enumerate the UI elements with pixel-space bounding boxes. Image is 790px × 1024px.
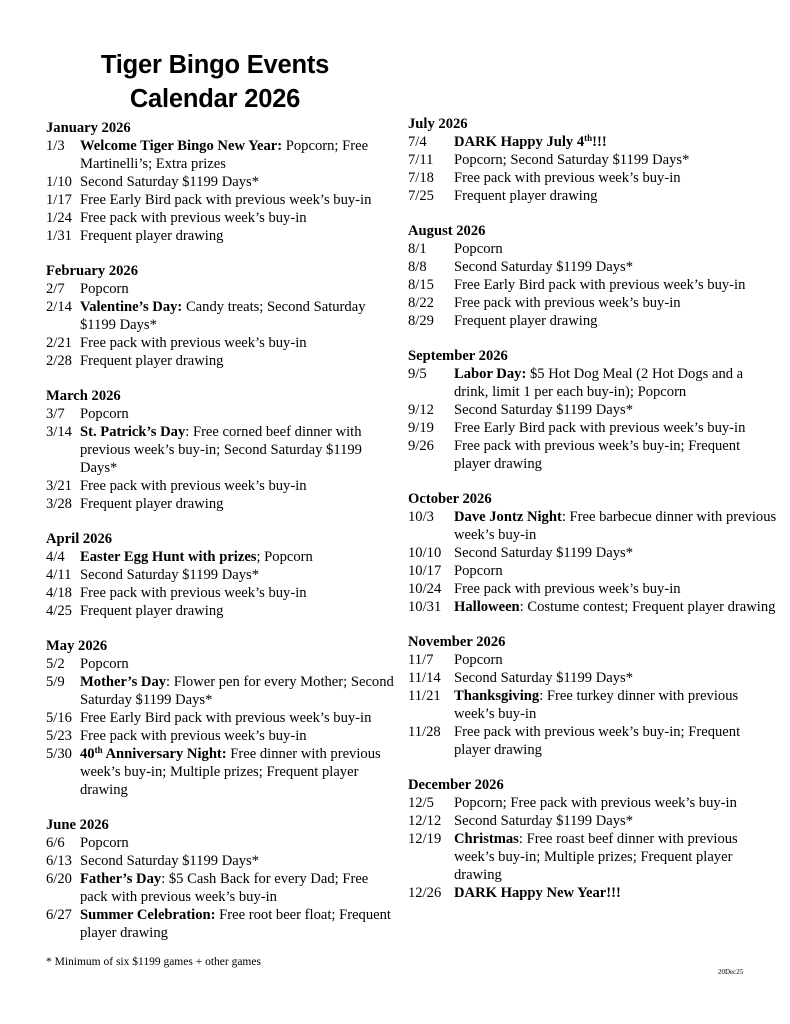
event-row bbox=[46, 191, 396, 209]
event-text: $5 Hot Dog Meal (2 Hot Dogs and a drink, limit 1 per each buy-in); Popcorn bbox=[454, 366, 744, 400]
event-row bbox=[46, 584, 396, 602]
event-description bbox=[80, 906, 396, 942]
event-highlight-text: Father’s Day bbox=[80, 871, 162, 887]
event-highlight bbox=[80, 549, 256, 565]
event-date: 2/7 bbox=[46, 281, 65, 297]
event-description bbox=[454, 401, 778, 419]
event-description bbox=[454, 240, 778, 258]
event-description bbox=[80, 209, 396, 227]
event-text: Candy treats; Second Saturday $1199 Days* bbox=[80, 299, 366, 333]
event-row bbox=[408, 669, 778, 687]
event-date: 10/24 bbox=[408, 581, 442, 597]
event-description bbox=[80, 655, 396, 673]
event-highlight bbox=[80, 746, 227, 762]
event-row bbox=[46, 673, 396, 709]
event-description bbox=[80, 602, 396, 620]
event-row bbox=[46, 566, 396, 584]
event-date: 4/25 bbox=[46, 603, 72, 619]
event-date: 6/27 bbox=[46, 907, 72, 923]
event-description bbox=[454, 812, 778, 830]
event-date: 4/18 bbox=[46, 585, 72, 601]
month-heading: February 2026 bbox=[46, 263, 139, 279]
event-row bbox=[408, 687, 778, 723]
event-date: 10/3 bbox=[408, 509, 434, 525]
event-row bbox=[46, 655, 396, 673]
event-text: : Flower pen for every Mother; Second Saturday $1199 Days* bbox=[80, 674, 394, 708]
event-highlight-text: Labor Day: bbox=[454, 366, 527, 382]
event-row bbox=[408, 312, 778, 330]
event-date: 11/28 bbox=[408, 724, 441, 740]
event-text: Second Saturday $1199 Days* bbox=[80, 853, 260, 869]
event-row bbox=[46, 745, 396, 799]
event-row bbox=[46, 298, 396, 334]
event-highlight bbox=[454, 134, 607, 150]
event-description bbox=[454, 437, 778, 473]
event-row bbox=[408, 187, 778, 205]
event-text: Free Early Bird pack with previous week’s buy-in bbox=[454, 277, 746, 293]
event-description bbox=[80, 673, 396, 709]
event-date: 8/8 bbox=[408, 259, 427, 275]
event-row bbox=[408, 294, 778, 312]
event-text: Free dinner with previous week’s buy-in; Multiple prizes; Frequent player drawing bbox=[80, 746, 381, 798]
event-description bbox=[80, 566, 396, 584]
event-description bbox=[454, 687, 778, 723]
event-description bbox=[80, 870, 396, 906]
event-description bbox=[80, 709, 396, 727]
event-description bbox=[454, 187, 778, 205]
event-date: 11/21 bbox=[408, 688, 441, 704]
event-row bbox=[46, 495, 396, 513]
event-description bbox=[454, 830, 778, 884]
event-description bbox=[454, 133, 778, 151]
event-highlight-text: DARK Happy New Year!!! bbox=[454, 885, 621, 901]
month-heading: April 2026 bbox=[46, 531, 113, 547]
event-text: Free pack with previous week’s buy-in bbox=[80, 728, 307, 744]
event-highlight-text: St. Patrick’s Day bbox=[80, 424, 186, 440]
event-text: Popcorn bbox=[454, 652, 503, 668]
event-row bbox=[408, 580, 778, 598]
event-text: Free Early Bird pack with previous week’s buy-in bbox=[80, 710, 372, 726]
event-row bbox=[408, 794, 778, 812]
month-section bbox=[46, 530, 396, 620]
event-row bbox=[408, 723, 778, 759]
event-row bbox=[46, 602, 396, 620]
event-highlight-text: Christmas bbox=[454, 831, 519, 847]
event-highlight bbox=[454, 599, 520, 615]
event-date: 10/17 bbox=[408, 563, 442, 579]
month-heading: July 2026 bbox=[408, 116, 468, 132]
event-description bbox=[80, 852, 396, 870]
event-date: 10/31 bbox=[408, 599, 442, 615]
event-row bbox=[408, 812, 778, 830]
event-date: 1/17 bbox=[46, 192, 72, 208]
event-description bbox=[454, 508, 778, 544]
event-date: 5/9 bbox=[46, 674, 65, 690]
event-description bbox=[454, 723, 778, 759]
event-description bbox=[80, 173, 396, 191]
event-description bbox=[80, 727, 396, 745]
event-row bbox=[46, 906, 396, 942]
event-date: 9/12 bbox=[408, 402, 434, 418]
event-date: 3/14 bbox=[46, 424, 72, 440]
event-row bbox=[408, 419, 778, 437]
event-date: 5/16 bbox=[46, 710, 72, 726]
event-highlight bbox=[80, 299, 182, 315]
event-highlight bbox=[454, 688, 539, 704]
event-date: 5/2 bbox=[46, 656, 65, 672]
event-row bbox=[46, 334, 396, 352]
event-description bbox=[80, 137, 396, 173]
event-text: Popcorn bbox=[454, 563, 503, 579]
month-section bbox=[408, 115, 778, 205]
event-date: 2/14 bbox=[46, 299, 72, 315]
event-text: : Free roast beef dinner with previous week’s buy-in; Multiple prizes; Frequent player drawing bbox=[454, 831, 738, 883]
event-row bbox=[408, 258, 778, 276]
event-description bbox=[80, 280, 396, 298]
event-description bbox=[80, 584, 396, 602]
event-text: Popcorn bbox=[80, 656, 129, 672]
event-description bbox=[454, 651, 778, 669]
event-highlight bbox=[454, 885, 621, 901]
event-text: Free pack with previous week’s buy-in bbox=[80, 585, 307, 601]
event-description bbox=[454, 794, 778, 812]
month-section bbox=[46, 816, 396, 942]
event-date: 1/3 bbox=[46, 138, 65, 154]
event-text: Popcorn bbox=[80, 281, 129, 297]
month-heading: October 2026 bbox=[408, 491, 492, 507]
event-date: 2/21 bbox=[46, 335, 72, 351]
event-date: 11/7 bbox=[408, 652, 434, 668]
event-date: 4/4 bbox=[46, 549, 65, 565]
event-row bbox=[408, 133, 778, 151]
month-section bbox=[408, 347, 778, 473]
event-highlight bbox=[80, 871, 161, 887]
event-description bbox=[80, 477, 396, 495]
event-description bbox=[454, 276, 778, 294]
event-row bbox=[408, 437, 778, 473]
month-section bbox=[408, 633, 778, 759]
event-highlight-text: Welcome Tiger Bingo New Year: bbox=[80, 138, 283, 154]
event-highlight-text: Valentine’s Day: bbox=[80, 299, 183, 315]
event-highlight-text: Summer Celebration: bbox=[80, 907, 216, 923]
event-date: 8/15 bbox=[408, 277, 434, 293]
event-row bbox=[408, 884, 778, 902]
event-highlight-text: Mother’s Day bbox=[80, 674, 167, 690]
event-highlight bbox=[454, 831, 519, 847]
event-text: Popcorn bbox=[80, 835, 129, 851]
event-highlight-prefix: 40 bbox=[80, 746, 95, 762]
event-text: Free pack with previous week’s buy-in bbox=[80, 478, 307, 494]
event-date: 2/28 bbox=[46, 353, 72, 369]
event-highlight bbox=[80, 138, 282, 154]
event-text: Free Early Bird pack with previous week’s buy-in bbox=[80, 192, 372, 208]
event-row bbox=[46, 834, 396, 852]
event-row bbox=[46, 227, 396, 245]
event-text: Popcorn; Second Saturday $1199 Days* bbox=[454, 152, 690, 168]
event-date: 12/26 bbox=[408, 885, 442, 901]
right-column bbox=[408, 115, 778, 919]
month-heading: September 2026 bbox=[408, 348, 508, 364]
event-row bbox=[408, 562, 778, 580]
event-text: Free root beer float; Frequent player drawing bbox=[80, 907, 391, 941]
event-date: 6/20 bbox=[46, 871, 72, 887]
event-date: 4/11 bbox=[46, 567, 72, 583]
left-column bbox=[46, 119, 396, 959]
event-date: 6/6 bbox=[46, 835, 65, 851]
month-heading: June 2026 bbox=[46, 817, 109, 833]
event-row bbox=[46, 727, 396, 745]
event-text: Free pack with previous week’s buy-in bbox=[80, 210, 307, 226]
month-heading: March 2026 bbox=[46, 388, 121, 404]
event-text: : Costume contest; Frequent player drawing bbox=[519, 599, 776, 615]
month-heading: December 2026 bbox=[408, 777, 504, 793]
event-text: Second Saturday $1199 Days* bbox=[80, 567, 260, 583]
event-row bbox=[46, 405, 396, 423]
event-description bbox=[454, 169, 778, 187]
event-text: Frequent player drawing bbox=[80, 353, 224, 369]
footnote: * Minimum of six $1199 games + other games bbox=[46, 956, 261, 968]
event-text: Free pack with previous week’s buy-in bbox=[454, 295, 681, 311]
event-description bbox=[454, 419, 778, 437]
event-row bbox=[46, 477, 396, 495]
month-heading: November 2026 bbox=[408, 634, 506, 650]
event-highlight-text: !!! bbox=[592, 134, 607, 150]
event-description bbox=[80, 352, 396, 370]
event-row bbox=[46, 548, 396, 566]
month-section bbox=[46, 637, 396, 799]
event-row bbox=[408, 598, 778, 616]
event-highlight bbox=[80, 674, 166, 690]
event-text: Second Saturday $1199 Days* bbox=[454, 670, 634, 686]
event-description bbox=[80, 495, 396, 513]
event-row bbox=[408, 365, 778, 401]
event-description bbox=[80, 423, 396, 477]
event-row bbox=[408, 830, 778, 884]
event-description bbox=[454, 669, 778, 687]
event-highlight bbox=[80, 907, 216, 923]
event-text: Free pack with previous week’s buy-in bbox=[80, 335, 307, 351]
event-description bbox=[80, 191, 396, 209]
event-date: 12/19 bbox=[408, 831, 442, 847]
event-row bbox=[46, 870, 396, 906]
event-date: 7/11 bbox=[408, 152, 434, 168]
event-text: Free pack with previous week’s buy-in bbox=[454, 170, 681, 186]
event-description bbox=[454, 562, 778, 580]
event-description bbox=[454, 365, 778, 401]
event-description bbox=[80, 298, 396, 334]
event-text: Popcorn bbox=[454, 241, 503, 257]
event-text: Second Saturday $1199 Days* bbox=[80, 174, 260, 190]
event-text: Free Early Bird pack with previous week’s buy-in bbox=[454, 420, 746, 436]
event-highlight-text: Thanksgiving bbox=[454, 688, 540, 704]
event-text: : $5 Cash Back for every Dad; Free pack with previous week’s buy-in bbox=[80, 871, 369, 905]
event-description bbox=[454, 544, 778, 562]
event-row bbox=[46, 173, 396, 191]
event-highlight bbox=[80, 424, 185, 440]
event-row bbox=[408, 169, 778, 187]
event-row bbox=[46, 852, 396, 870]
event-description bbox=[454, 884, 778, 902]
event-date: 3/7 bbox=[46, 406, 65, 422]
event-description bbox=[454, 151, 778, 169]
event-highlight-text: Dave Jontz Night bbox=[454, 509, 562, 525]
event-highlight bbox=[454, 509, 562, 525]
event-text: Frequent player drawing bbox=[454, 188, 598, 204]
event-description bbox=[454, 598, 778, 616]
event-row bbox=[46, 280, 396, 298]
event-date: 9/19 bbox=[408, 420, 434, 436]
event-row bbox=[46, 423, 396, 477]
event-description bbox=[80, 405, 396, 423]
event-date: 8/1 bbox=[408, 241, 427, 257]
event-description bbox=[80, 334, 396, 352]
revision-stamp: 20Dec25 bbox=[718, 968, 744, 976]
event-text: : Free corned beef dinner with previous week’s buy-in; Second Saturday $1199 Days* bbox=[80, 424, 362, 476]
event-date: 8/29 bbox=[408, 313, 434, 329]
event-text: Popcorn; Free Martinelli’s; Extra prizes bbox=[80, 138, 369, 172]
ordinal-suffix: th bbox=[94, 745, 103, 755]
event-text: ; Popcorn bbox=[256, 549, 313, 565]
event-date: 9/26 bbox=[408, 438, 434, 454]
event-row bbox=[408, 544, 778, 562]
event-text: Frequent player drawing bbox=[80, 496, 224, 512]
event-date: 5/23 bbox=[46, 728, 72, 744]
month-section bbox=[408, 490, 778, 616]
month-section bbox=[46, 119, 396, 245]
event-text: Frequent player drawing bbox=[80, 228, 224, 244]
event-description bbox=[454, 580, 778, 598]
event-highlight-text: Anniversary Night: bbox=[102, 746, 227, 762]
event-date: 12/5 bbox=[408, 795, 434, 811]
event-row bbox=[46, 137, 396, 173]
month-heading: August 2026 bbox=[408, 223, 486, 239]
event-date: 3/21 bbox=[46, 478, 72, 494]
event-date: 10/10 bbox=[408, 545, 442, 561]
event-text: Second Saturday $1199 Days* bbox=[454, 402, 634, 418]
month-section bbox=[46, 387, 396, 513]
event-date: 11/14 bbox=[408, 670, 441, 686]
event-row bbox=[46, 352, 396, 370]
event-date: 5/30 bbox=[46, 746, 72, 762]
event-text: Second Saturday $1199 Days* bbox=[454, 813, 634, 829]
event-date: 3/28 bbox=[46, 496, 72, 512]
title-line-2: Calendar 2026 bbox=[129, 85, 301, 113]
event-row bbox=[46, 709, 396, 727]
month-section bbox=[408, 776, 778, 902]
month-section bbox=[408, 222, 778, 330]
event-date: 12/12 bbox=[408, 813, 442, 829]
event-highlight-prefix: DARK Happy July 4 bbox=[454, 134, 585, 150]
event-date: 7/18 bbox=[408, 170, 434, 186]
event-description bbox=[454, 294, 778, 312]
event-text: Second Saturday $1199 Days* bbox=[454, 259, 634, 275]
ordinal-suffix: th bbox=[584, 133, 593, 143]
event-row bbox=[408, 151, 778, 169]
title-line-1: Tiger Bingo Events bbox=[100, 51, 330, 79]
event-description bbox=[80, 227, 396, 245]
month-heading: January 2026 bbox=[46, 120, 131, 136]
event-description bbox=[80, 548, 396, 566]
event-date: 1/24 bbox=[46, 210, 72, 226]
event-row bbox=[408, 240, 778, 258]
event-text: Popcorn; Free pack with previous week’s buy-in bbox=[454, 795, 737, 811]
event-text: Popcorn bbox=[80, 406, 129, 422]
event-text: Frequent player drawing bbox=[80, 603, 224, 619]
event-date: 1/31 bbox=[46, 228, 72, 244]
event-date: 8/22 bbox=[408, 295, 434, 311]
event-description bbox=[454, 312, 778, 330]
event-date: 7/4 bbox=[408, 134, 427, 150]
month-section bbox=[46, 262, 396, 370]
event-text: : Free turkey dinner with previous week’s buy-in bbox=[454, 688, 739, 722]
event-date: 1/10 bbox=[46, 174, 72, 190]
event-row bbox=[46, 209, 396, 227]
event-description bbox=[80, 745, 396, 799]
event-text: Free pack with previous week’s buy-in; Frequent player drawing bbox=[454, 438, 741, 472]
event-date: 9/5 bbox=[408, 366, 427, 382]
page-title bbox=[40, 48, 390, 116]
event-row bbox=[408, 651, 778, 669]
event-row bbox=[408, 276, 778, 294]
event-text: Free pack with previous week’s buy-in bbox=[454, 581, 681, 597]
event-row bbox=[408, 508, 778, 544]
event-description bbox=[80, 834, 396, 852]
event-text: Frequent player drawing bbox=[454, 313, 598, 329]
event-highlight bbox=[454, 366, 526, 382]
event-text: : Free barbecue dinner with previous week’s buy-in bbox=[454, 509, 777, 543]
event-row bbox=[408, 401, 778, 419]
event-text: Second Saturday $1199 Days* bbox=[454, 545, 634, 561]
event-highlight-text: Easter Egg Hunt with prizes bbox=[80, 549, 257, 565]
event-text: Free pack with previous week’s buy-in; Frequent player drawing bbox=[454, 724, 741, 758]
event-description bbox=[454, 258, 778, 276]
event-date: 6/13 bbox=[46, 853, 72, 869]
event-date: 7/25 bbox=[408, 188, 434, 204]
event-highlight-text: Halloween bbox=[454, 599, 520, 615]
month-heading: May 2026 bbox=[46, 638, 108, 654]
